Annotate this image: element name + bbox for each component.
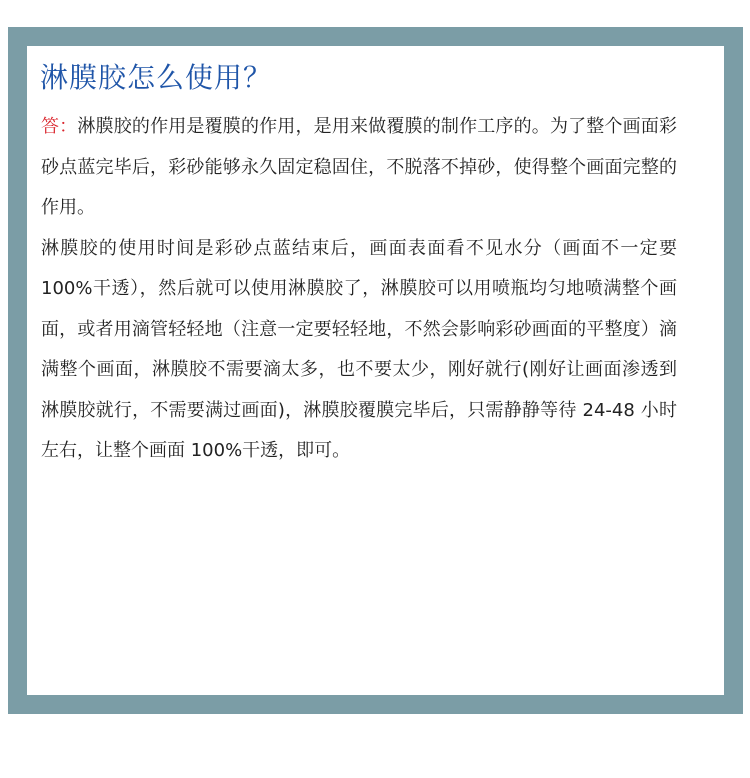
article-body [41,107,677,472]
paragraph-2: 淋膜胶的使用时间是彩砂点蓝结束后，画面表面看不见水分（画面不一定要 100%干透），然后就可以使用淋膜胶了，淋膜胶可以用喷瓶均匀地喷满整个画面，或者用滴管轻轻地（注意一定要轻轻地，不然会影响彩砂画面的平整度）滴满整个画面，淋膜胶不需要滴太多，也不要太少，刚好就行(刚好让画面渗透到淋膜胶就行，不需要满过画面)，淋膜胶覆膜完毕后，只需静静等待 24-48 小时左右，让整个画面 100%干透，即可。 [41,237,677,461]
answer-label: 答： [41,116,78,137]
page-title: 淋膜胶怎么使用？ [40,61,273,94]
paragraph-1 [41,107,677,229]
paragraph-1-text: 淋膜胶的作用是覆膜的作用，是用来做覆膜的制作工序的。为了整个画面彩砂点蓝完毕后，彩砂能够永久固定稳固住，不脱落不掉砂，使得整个画面完整的作用。 [41,116,678,218]
